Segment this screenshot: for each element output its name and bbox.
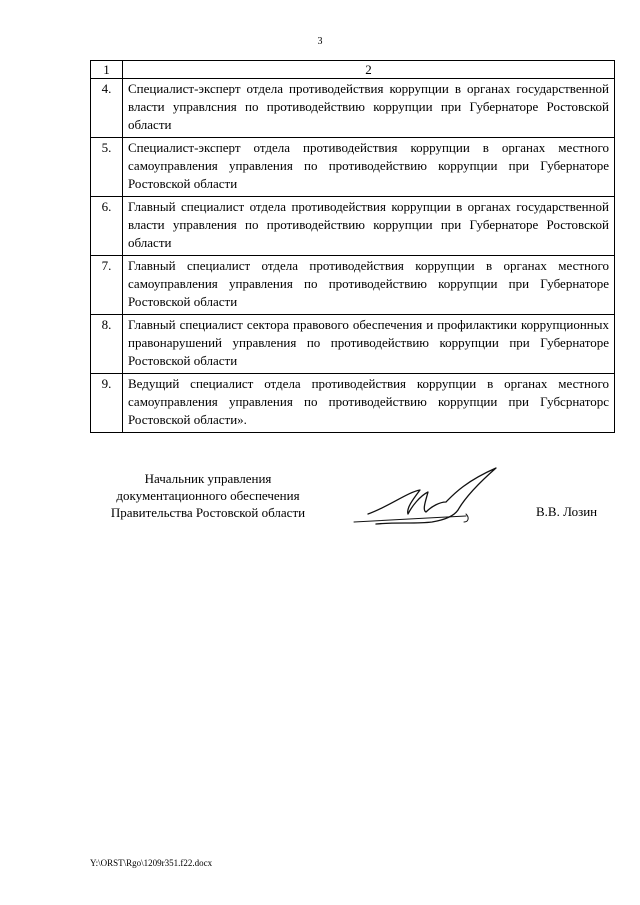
position-title: Главный специалист отдела противодействия коррупции в органах местного самоуправления управления по противодействию коррупции при Губернаторе Ростовской области [123, 256, 615, 315]
position-line: документационного обеспечения [116, 488, 300, 503]
table-row [91, 315, 615, 374]
signer-name: В.В. Лозин [536, 504, 598, 519]
row-number: 9. [91, 374, 123, 433]
position-title: Специалист-эксперт отдела противодействия коррупции в органах государственной власти управлсния по противодействию коррупции при Губернаторе Ростовской области [123, 79, 615, 138]
row-number: 4. [91, 79, 123, 138]
position-line: Правительства Ростовской области [110, 505, 306, 520]
positions-table [90, 60, 615, 433]
file-path: Y:\ORST\Rgo\1209r351.f22.docx [90, 858, 213, 868]
page-number: 3 [317, 36, 323, 47]
table-row [91, 374, 615, 433]
position-title: Специалист-эксперт отдела противодействия коррупции в органах местного самоуправления управления по противодействию коррупции при Губернаторе Ростовской области [123, 138, 615, 197]
table-row [91, 197, 615, 256]
handwritten-signature [348, 462, 508, 532]
table-row [91, 138, 615, 197]
position-line: Начальник управления [144, 471, 272, 486]
position-title: Ведущий специалист отдела противодействия коррупции в органах местного самоуправления управления по противодействию коррупции при Губсрнаторс Ростовской области». [123, 374, 615, 433]
signatory-position [88, 470, 328, 521]
table-header-row [91, 61, 615, 79]
table-row [91, 79, 615, 138]
position-title: Главный специалист отдела противодействия коррупции в органах государственной власти управления по противодействию коррупции при Губернаторе Ростовской области [123, 197, 615, 256]
position-title: Главный специалист сектора правового обеспечения и профилактики коррупционных правонарушений управления по противодействию коррупции при Губернаторе Ростовской области [123, 315, 615, 374]
column-header-position: 2 [123, 61, 615, 79]
table-row [91, 256, 615, 315]
row-number: 6. [91, 197, 123, 256]
row-number: 8. [91, 315, 123, 374]
row-number: 7. [91, 256, 123, 315]
column-header-number: 1 [91, 61, 123, 79]
row-number: 5. [91, 138, 123, 197]
